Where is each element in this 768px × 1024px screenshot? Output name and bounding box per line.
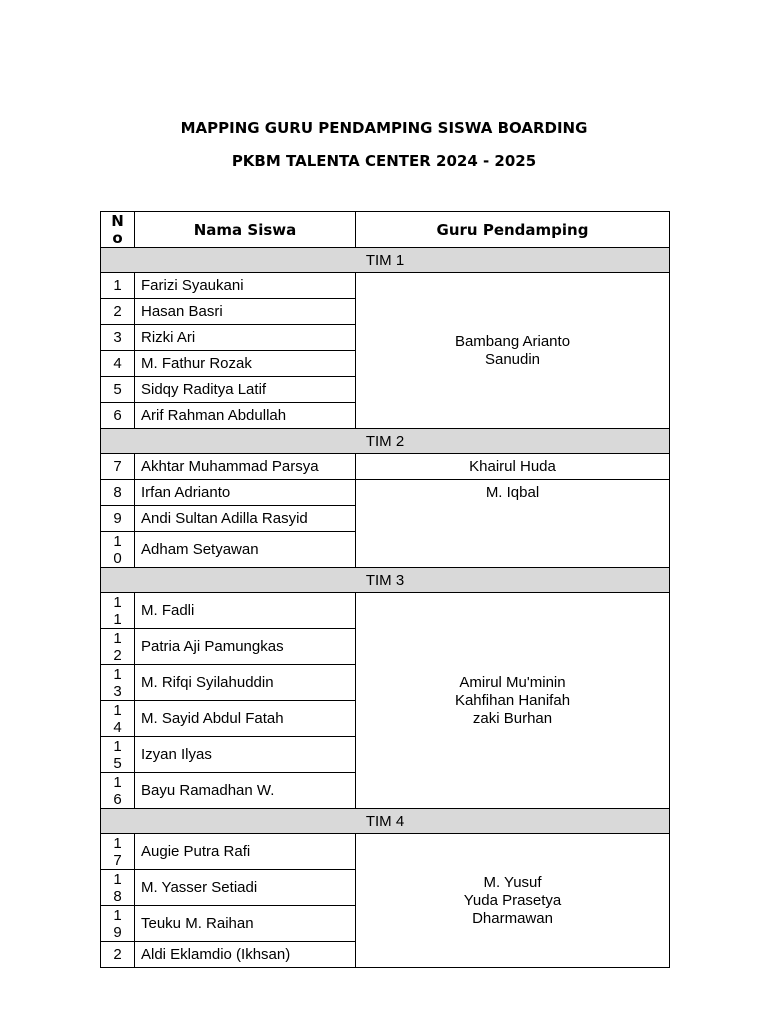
- team-row: [101, 248, 670, 273]
- team-label: TIM 2: [101, 429, 670, 454]
- student-name: Adham Setyawan: [135, 532, 356, 568]
- student-number: 15: [101, 737, 135, 773]
- student-name: Augie Putra Rafi: [135, 834, 356, 870]
- guru-name: Sanudin: [484, 350, 541, 368]
- guru-name: Bambang Arianto: [454, 332, 571, 350]
- document-subtitle: PKBM TALENTA CENTER 2024 - 2025: [231, 152, 537, 170]
- guru-name: Yuda Prasetya: [463, 891, 562, 909]
- header-no-text: No: [111, 211, 124, 247]
- student-name: M. Fathur Rozak: [135, 351, 356, 377]
- mapping-table: [100, 211, 670, 968]
- guru-pendamping-cell: [356, 454, 670, 480]
- guru-name: zaki Burhan: [472, 709, 553, 727]
- table-header-row: [101, 212, 670, 248]
- student-number: 13: [101, 665, 135, 701]
- document-title: MAPPING GURU PENDAMPING SISWA BOARDING: [180, 119, 588, 137]
- student-name: Arif Rahman Abdullah: [135, 403, 356, 429]
- student-name: Sidqy Raditya Latif: [135, 377, 356, 403]
- student-number: 7: [101, 454, 135, 480]
- guru-name: Dharmawan: [472, 909, 553, 927]
- team-row: [101, 429, 670, 454]
- student-number: 9: [101, 506, 135, 532]
- guru-pendamping-cell: [356, 273, 670, 429]
- header-no: [101, 212, 135, 248]
- team-label: TIM 4: [101, 809, 670, 834]
- guru-pendamping-cell: [356, 834, 670, 968]
- team-row: [101, 809, 670, 834]
- student-name: Izyan Ilyas: [135, 737, 356, 773]
- student-number: 11: [101, 593, 135, 629]
- header-nama-siswa: Nama Siswa: [135, 212, 356, 248]
- student-number: 18: [101, 870, 135, 906]
- student-name: M. Fadli: [135, 593, 356, 629]
- student-row: [101, 273, 670, 299]
- student-name: Andi Sultan Adilla Rasyid: [135, 506, 356, 532]
- guru-pendamping-cell: [356, 593, 670, 809]
- team-row: [101, 568, 670, 593]
- guru-name: Kahfihan Hanifah: [454, 691, 571, 709]
- guru-name: M. Iqbal: [485, 484, 540, 501]
- student-name: M. Sayid Abdul Fatah: [135, 701, 356, 737]
- student-number: 2: [101, 942, 135, 968]
- student-row: [101, 593, 670, 629]
- student-number: 12: [101, 629, 135, 665]
- student-name: Hasan Basri: [135, 299, 356, 325]
- student-name: Akhtar Muhammad Parsya: [135, 454, 356, 480]
- student-name: Bayu Ramadhan W.: [135, 773, 356, 809]
- student-name: Farizi Syaukani: [135, 273, 356, 299]
- student-number: 6: [101, 403, 135, 429]
- student-row: [101, 454, 670, 480]
- student-name: Rizki Ari: [135, 325, 356, 351]
- guru-name: Amirul Mu'minin: [459, 673, 566, 691]
- team-label: TIM 3: [101, 568, 670, 593]
- student-number: 19: [101, 906, 135, 942]
- student-number: 14: [101, 701, 135, 737]
- student-number: 1: [101, 273, 135, 299]
- guru-name: Khairul Huda: [469, 457, 556, 475]
- student-number: 4: [101, 351, 135, 377]
- student-number: 5: [101, 377, 135, 403]
- student-name: Irfan Adrianto: [135, 480, 356, 506]
- student-name: Teuku M. Raihan: [135, 906, 356, 942]
- student-number: 3: [101, 325, 135, 351]
- header-guru-pendamping: Guru Pendamping: [356, 212, 670, 248]
- student-name: M. Yasser Setiadi: [135, 870, 356, 906]
- student-name: Aldi Eklamdio (Ikhsan): [135, 942, 356, 968]
- student-number: 10: [101, 532, 135, 568]
- student-name: M. Rifqi Syilahuddin: [135, 665, 356, 701]
- team-label: TIM 1: [101, 248, 670, 273]
- guru-pendamping-cell: [356, 480, 670, 568]
- student-number: 17: [101, 834, 135, 870]
- guru-name: M. Yusuf: [483, 873, 542, 891]
- student-row: [101, 834, 670, 870]
- student-number: 8: [101, 480, 135, 506]
- student-number: 2: [101, 299, 135, 325]
- student-row: [101, 480, 670, 506]
- student-number: 16: [101, 773, 135, 809]
- student-name: Patria Aji Pamungkas: [135, 629, 356, 665]
